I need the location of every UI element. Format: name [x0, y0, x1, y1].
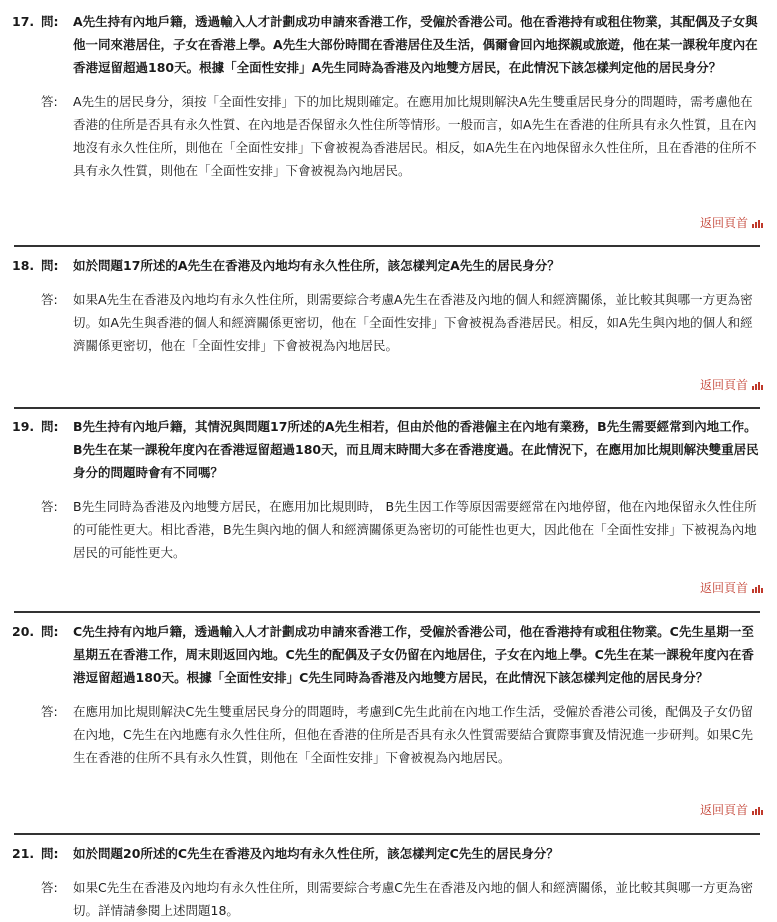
question-text: A先生持有內地戶籍，透過輸入人才計劃成功申請來香港工作，受僱於香港公司。他在香港持有或租住物業，其配偶及子女與他一同來港居住，子女在香港上學。A先生大部份時間在香港居住及生活，偶爾會回內地探親或旅遊，他在某一課稅年度內在香港逗留超過180天。根據「全面性安排」A先生同時為香港及內地雙方居民，在此情況下該怎樣判定他的居民身分？ — [73, 14, 758, 75]
faq-item-20 — [0, 620, 777, 769]
back-to-top-link[interactable] — [700, 580, 763, 596]
question-label: 問: — [41, 258, 59, 273]
question-row — [0, 620, 777, 689]
answer-row — [0, 700, 777, 769]
faq-item-17 — [0, 10, 777, 182]
answer-row — [0, 495, 777, 564]
faq-item-21 — [0, 842, 777, 922]
back-to-top-icon — [752, 219, 763, 228]
answer-label: 答: — [41, 94, 58, 109]
back-to-top-label: 返回頁首 — [699, 581, 748, 595]
back-to-top-link[interactable] — [700, 377, 763, 393]
back-to-top-link[interactable] — [700, 215, 763, 231]
back-to-top-icon — [752, 584, 763, 593]
back-to-top-icon — [752, 381, 763, 390]
back-to-top-label: 返回頁首 — [699, 216, 748, 230]
answer-text: A先生的居民身分，須按「全面性安排」下的加比規則確定。在應用加比規則解決A先生雙重居民身分的問題時，需考慮他在香港的住所是否具有永久性質、在內地是否保留永久性住所等情形。一般而言，如A先生在香港的住所具有永久性質，且在內地沒有永久性住所，則他在「全面性安排」下會被視為香港居民。相反，如A先生在內地保留永久性住所，且在香港的住所不具有永久性質，則他在「全面性安排」下會被視為內地居民。 — [73, 94, 757, 178]
back-to-top-label: 返回頁首 — [699, 803, 748, 817]
item-number: 21. — [12, 846, 35, 861]
answer-label: 答: — [41, 499, 58, 514]
question-label: 問: — [41, 846, 59, 861]
question-text: 如於問題20所述的C先生在香港及內地均有永久性住所，該怎樣判定C先生的居民身分？ — [73, 846, 559, 861]
question-row — [0, 842, 777, 865]
answer-row — [0, 288, 777, 357]
faq-item-19 — [0, 415, 777, 564]
question-text: B先生持有內地戶籍，其情況與問題17所述的A先生相若，但由於他的香港僱主在內地有業務，B先生需要經常到內地工作。B先生在某一課稅年度內在香港逗留超過180天，而且周末時間大多在香港度過。在此情況下，在應用加比規則解決雙重居民身分的問題時會有不同嗎？ — [73, 419, 759, 480]
item-number: 19. — [12, 419, 35, 434]
section-divider — [14, 833, 760, 835]
answer-row — [0, 876, 777, 922]
question-label: 問: — [41, 14, 59, 29]
item-number: 18. — [12, 258, 35, 273]
faq-item-18 — [0, 254, 777, 357]
back-to-top-label: 返回頁首 — [699, 378, 748, 392]
item-number: 20. — [12, 624, 35, 639]
question-row — [0, 10, 777, 79]
answer-text: B先生同時為香港及內地雙方居民，在應用加比規則時， B先生因工作等原因需要經常在內地停留，他在內地保留永久性住所的可能性更大。相比香港，B先生與內地的個人和經濟關係更為密切的可能性也更大，因此他在「全面性安排」下被視為內地居民的可能性更大。 — [73, 499, 757, 560]
question-text: C先生持有內地戶籍，透過輸入人才計劃成功申請來香港工作，受僱於香港公司，他在香港持有或租住物業。C先生星期一至星期五在香港工作，周末則返回內地。C先生的配偶及子女仍留在內地居住，子女在內地上學。C先生在某一課稅年度內在香港逗留超過180天。根據「全面性安排」C先生同時為香港及內地雙方居民，在此情況下該怎樣判定他的居民身分？ — [73, 624, 754, 685]
answer-row — [0, 90, 777, 182]
answer-label: 答: — [41, 292, 58, 307]
answer-text: 如果A先生在香港及內地均有永久性住所，則需要綜合考慮A先生在香港及內地的個人和經濟關係，並比較其與哪一方更為密切。如A先生與香港的個人和經濟關係更密切，他在「全面性安排」下會被視為香港居民。相反，如A先生與內地的個人和經濟關係更密切，他在「全面性安排」下會被視為內地居民。 — [73, 292, 753, 353]
item-number: 17. — [12, 14, 35, 29]
back-to-top-icon — [752, 806, 763, 815]
answer-label: 答: — [41, 880, 58, 895]
question-row — [0, 415, 777, 484]
answer-text: 如果C先生在香港及內地均有永久性住所，則需要綜合考慮C先生在香港及內地的個人和經濟關係，並比較其與哪一方更為密切。詳情請參閱上述問題18。 — [73, 880, 753, 918]
question-text: 如於問題17所述的A先生在香港及內地均有永久性住所，該怎樣判定A先生的居民身分？ — [73, 258, 560, 273]
section-divider — [14, 245, 760, 247]
back-to-top-link[interactable] — [700, 802, 763, 818]
answer-label: 答: — [41, 704, 58, 719]
question-label: 問: — [41, 624, 59, 639]
question-label: 問: — [41, 419, 59, 434]
section-divider — [14, 407, 760, 409]
answer-text: 在應用加比規則解決C先生雙重居民身分的問題時，考慮到C先生此前在內地工作生活，受僱於香港公司後，配偶及子女仍留在內地，C先生在內地應有永久性住所，但他在香港的住所是否具有永久性質需要結合實際事實及情況進一步研判。如果C先生在香港的住所不具有永久性質，則他在「全面性安排」下會被視為內地居民。 — [73, 704, 753, 765]
question-row — [0, 254, 777, 277]
section-divider — [14, 611, 760, 613]
